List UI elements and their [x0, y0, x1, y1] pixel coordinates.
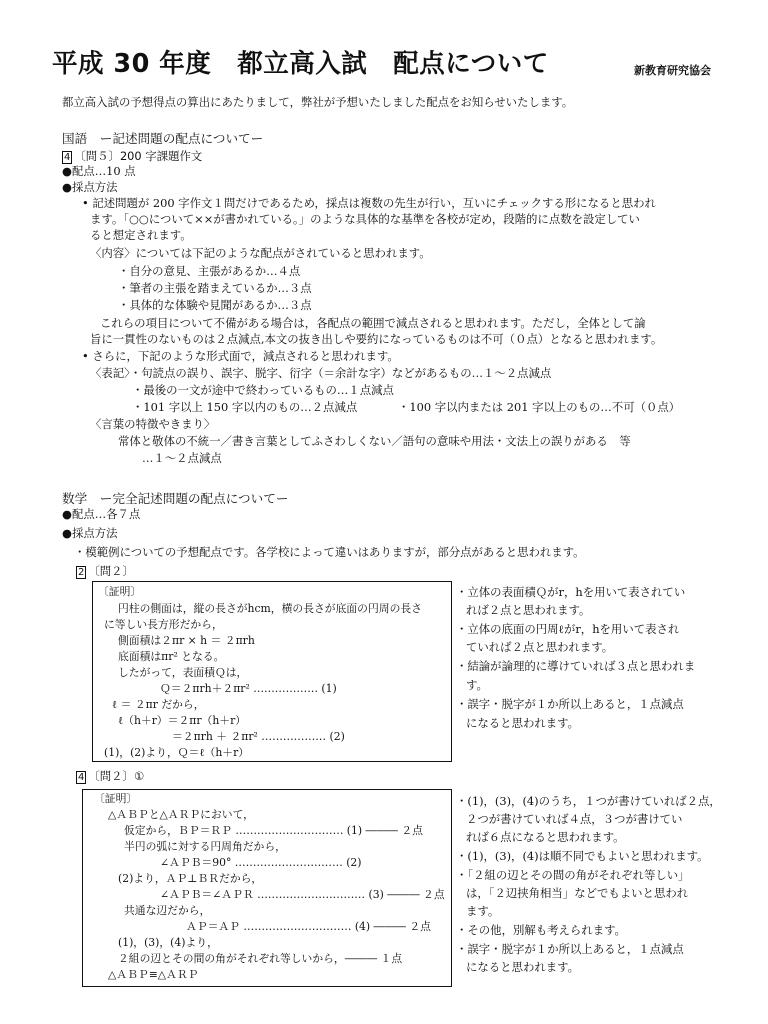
- proof-line: (1)，(3)，(4)より，: [118, 936, 218, 949]
- kokugo-line: ると想定されます。: [90, 228, 192, 242]
- proof-line: 〔証明〕: [94, 792, 138, 805]
- scoring-note: ・結論が論理的に導けていれば３点と思われま: [456, 659, 696, 673]
- kokugo-line: ・自分の意見、主張があるか…４点: [118, 264, 301, 278]
- kokugo-line: ・101 字以上 150 字以内のもの…２点減点: [132, 400, 358, 414]
- question-number-box: 2: [78, 567, 85, 578]
- proof-line: 底面積はπr² となる。: [118, 650, 225, 663]
- kokugo-line: これらの項目について不備がある場合は，各配点の範囲で減点されると思われます。ただし，全体として論: [100, 316, 646, 330]
- proof-line: 仮定から，ＢＰ＝ＲＰ ………………………… (1) ――― ２点: [124, 824, 423, 837]
- proof-line: ＝２πrh ＋ ２πr² ……………… (2): [172, 730, 345, 743]
- question-label: 〔問２〕: [88, 564, 134, 578]
- scoring-note: は，「２辺挟角相当」などでもよいと思われ: [466, 886, 689, 900]
- proof-line: ∠ＡＰＢ＝∠ＡＰＲ ………………………… (3) ――― ２点: [160, 888, 445, 901]
- kokugo-line: ・筆者の主張を踏まえているか…３点: [118, 281, 312, 295]
- proof-line: (2)より，ＡＰ⊥ＢＲだから，: [118, 872, 263, 885]
- scoring-note: ・(1)，(3)，(4)のうち，１つが書けていれば２点，: [456, 794, 721, 808]
- kokugo-line: 〈表記〉・句読点の誤り、誤字、脱字、衍字（＝余計な字）などがあるもの…１～２点減点: [90, 366, 552, 380]
- scoring-note: ・その他，別解も考えられます。: [456, 923, 626, 937]
- scoring-note: ・立体の表面積Ｑがr，hを用いて表されてい: [456, 585, 686, 599]
- proof-line: ∠ＡＰＢ＝90° ………………………… (2): [160, 856, 362, 869]
- scoring-note: ・(1)，(3)，(4)は順不同でもよいと思われます。: [456, 849, 709, 863]
- kokugo-line: ・100 字以内または 201 字以上のもの…不可（０点）: [398, 400, 681, 414]
- sugaku-question-4: [76, 768, 144, 784]
- proof-line: 〔証明〕: [98, 585, 142, 598]
- proof-line: △ＡＢＰ≡△ＡＲＰ: [108, 968, 199, 981]
- scoring-note: になると思われます。: [466, 960, 579, 974]
- question-number-box: 4: [64, 152, 71, 163]
- question-number-box: 4: [78, 772, 85, 783]
- kokugo-line: • さらに，下記のような形式面で，減点されると思われます。: [82, 349, 399, 363]
- scoring-note: す。: [466, 678, 488, 692]
- question-label: 〔問５〕200 字課題作文: [74, 149, 203, 163]
- proof-line: したがって，表面積Ｑは，: [118, 666, 248, 679]
- kokugo-line: 常体と敬体の不統一／書き言葉としてふさわしくない／語句の意味や用法・文法上の誤りがある 等: [118, 434, 631, 448]
- kokugo-method: ●採点方法: [62, 180, 118, 194]
- publisher-name: 新教育研究協会: [634, 64, 711, 77]
- kokugo-line: 〈内容〉については下記のような配点がされていると思われます。: [90, 246, 431, 260]
- kokugo-question: [62, 148, 202, 164]
- kokugo-heading: 国語 ー記述問題の配点についてー: [62, 131, 264, 146]
- kokugo-line: 旨に一貫性のないものは２点減点,本文の抜き出しや要約になっているものは不可（０点）となると思われます。: [90, 332, 663, 346]
- kokugo-line: ・具体的な体験や見聞があるか…３点: [118, 298, 312, 312]
- scoring-note: ・誤字・脱字が１か所以上あると，１点減点: [456, 697, 684, 711]
- proof-line: ℓ ＝ ２πr だから，: [112, 698, 205, 711]
- proof-line: ＡＰ＝ＡＰ ………………………… (4) ――― ２点: [186, 920, 431, 933]
- scoring-note: ていれば２点と思われます。: [466, 640, 614, 654]
- scoring-note: れば２点と思われます。: [466, 603, 591, 617]
- scoring-note: ・誤字・脱字が１か所以上あると，１点減点: [456, 942, 684, 956]
- kokugo-line: ます。「○○について××が書かれている。」のような具体的な基準を各校が定め，段階的に点数を設定してい: [90, 212, 640, 226]
- sugaku-question-2: [76, 563, 134, 579]
- proof-line: 半円の弧に対する円周角だから，: [124, 840, 286, 853]
- page-title: 平成 30 年度 都立高入試 配点について: [52, 49, 549, 79]
- proof-line: 円柱の側面は，縦の長さがhcm，横の長さが底面の円周の長さ: [118, 602, 422, 615]
- scoring-note: ・「２組の辺とその間の角がそれぞれ等しい」: [456, 868, 690, 882]
- sugaku-points: ●配点…各７点: [62, 507, 141, 521]
- question-label: 〔問２〕①: [88, 769, 145, 783]
- proof-line: △ＡＢＰと△ＡＲＰにおいて，: [108, 808, 254, 821]
- proof-line: ２組の辺とその間の角がそれぞれ等しいから，――― １点: [118, 952, 403, 965]
- scoring-note: ます。: [466, 904, 500, 918]
- proof-line: ℓ（h＋r）＝２πr（h＋r）: [118, 714, 247, 727]
- scoring-note: になると思われます。: [466, 716, 579, 730]
- sugaku-note: ・模範例についての予想配点です。各学校によって違いはありますが，部分点があると思われます。: [74, 545, 585, 559]
- sugaku-method: ●採点方法: [62, 526, 118, 540]
- proof-line: (1)，(2)より，Ｑ＝ℓ（h＋r）: [104, 746, 250, 759]
- scoring-note: れば６点になると思われます。: [466, 830, 625, 844]
- proof-line: 側面積は２πr × h ＝ ２πrh: [118, 634, 255, 647]
- proof-line: に等しい長方形だから，: [104, 618, 223, 631]
- kokugo-line: ・最後の一文が途中で終わっているもの…１点減点: [132, 383, 394, 397]
- intro-text: 都立高入試の予想得点の算出にあたりまして，弊社が予想いたしました配点をお知らせいたします。: [62, 95, 574, 109]
- scoring-note: ２つが書けていれば４点，３つが書けてい: [466, 812, 683, 826]
- kokugo-points: ●配点…10 点: [62, 164, 136, 178]
- proof-line: 共通な辺だから，: [124, 904, 211, 917]
- kokugo-line: • 記述問題が 200 字作文１問だけであるため，採点は複数の先生が行い，互いにチェックする形になると思われ: [82, 196, 656, 210]
- proof-line: Ｑ＝２πrh＋２πr² ……………… (1): [160, 682, 337, 695]
- kokugo-line: 〈言葉の特徴やきまり〉: [90, 417, 216, 431]
- scoring-note: ・立体の底面の円周ℓがr，hを用いて表され: [456, 622, 680, 636]
- sugaku-heading: 数学 ー完全記述問題の配点についてー: [62, 491, 289, 506]
- kokugo-line: …１～２点減点: [142, 451, 222, 465]
